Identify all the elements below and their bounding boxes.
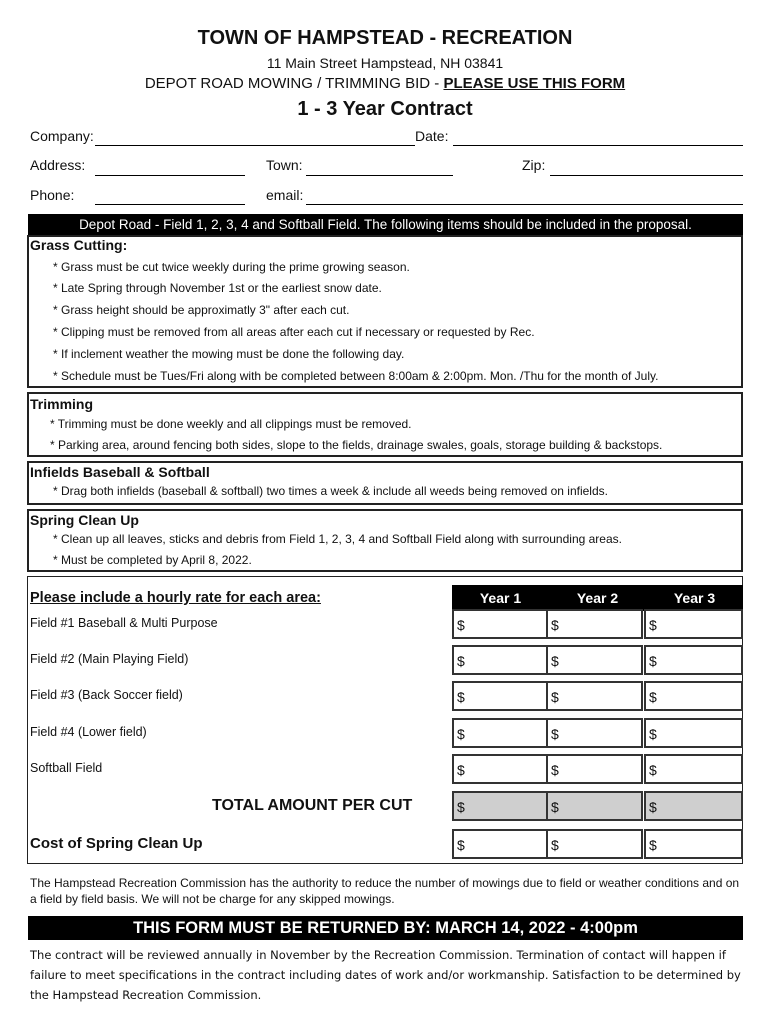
return-deadline-banner: THIS FORM MUST BE RETURNED BY: MARCH 14, 2022 - 4:00pm (28, 916, 743, 940)
grass-item: * If inclement weather the mowing must be done the following day. (53, 347, 405, 361)
grass-item: * Grass height should be approximatly 3" after each cut. (53, 303, 350, 317)
rates-heading: Please include a hourly rate for each area: (30, 590, 321, 606)
contract-footer: The contract will be reviewed annually in November by the Recreation Commission. Termination of contact will happen if failure to meet specifications in the contract including dates of work and/or workmanship. Satisfaction to be determined by the Hampstead Recreation Commission. (30, 948, 741, 1002)
bid-line (0, 75, 770, 92)
rate-cell-year3[interactable]: $ (644, 645, 743, 675)
company-label: Company: (30, 128, 94, 144)
rate-cell-year1[interactable]: $ (452, 754, 549, 784)
rate-cell-year2[interactable]: $ (546, 681, 643, 711)
rate-cell-year1[interactable]: $ (452, 609, 549, 639)
rate-cell-year1[interactable]: $ (452, 681, 549, 711)
total-cell-year2[interactable]: $ (546, 791, 643, 821)
town-label: Town: (266, 157, 303, 173)
trimming-title: Trimming (30, 396, 94, 412)
infields-item: * Drag both infields (baseball & softball) two times a week & include all weeds being removed on infields. (53, 484, 608, 498)
grass-item: * Clipping must be removed from all areas after each cut if necessary or requested by Rec. (53, 325, 535, 339)
form-title: TOWN OF HAMPSTEAD - RECREATION (197, 27, 573, 49)
rate-row-label: Softball Field (30, 761, 103, 775)
rate-cell-year1[interactable]: $ (452, 645, 549, 675)
spring-cost-label: Cost of Spring Clean Up (30, 835, 203, 852)
town-address: 11 Main Street Hampstead, NH 03841 (266, 55, 504, 71)
trimming-item: * Trimming must be done weekly and all clippings must be removed. (50, 417, 412, 431)
spring-cost-year3[interactable]: $ (644, 829, 743, 859)
rate-cell-year2[interactable]: $ (546, 754, 643, 784)
date-label: Date: (415, 128, 449, 144)
grass-item: * Late Spring through November 1st or the earliest snow date. (53, 281, 382, 295)
zip-field[interactable] (550, 175, 743, 176)
bid-line-text: DEPOT ROAD MOWING / TRIMMING BID - (144, 75, 444, 92)
address-field[interactable] (95, 175, 245, 176)
email-field[interactable] (306, 204, 743, 205)
total-cell-year3[interactable]: $ (644, 791, 743, 821)
company-field[interactable] (95, 145, 415, 146)
rate-cell-year3[interactable]: $ (644, 754, 743, 784)
rate-cell-year1[interactable]: $ (452, 718, 549, 748)
zip-label: Zip: (522, 157, 546, 173)
email-label: email: (266, 187, 304, 203)
rate-row-label: Field #1 Baseball & Multi Purpose (30, 616, 218, 630)
rate-cell-year2[interactable]: $ (546, 645, 643, 675)
rate-cell-year2[interactable]: $ (546, 718, 643, 748)
rate-cell-year3[interactable]: $ (644, 681, 743, 711)
date-field[interactable] (453, 145, 743, 146)
address-label: Address: (30, 157, 86, 173)
grass-item: * Schedule must be Tues/Fri along with be completed between 8:00am & 2:00pm. Mon. /Thu for the month of July. (53, 369, 659, 383)
phone-field[interactable] (95, 204, 245, 205)
spring-item: * Must be completed by April 8, 2022. (53, 553, 252, 567)
total-cell-year1[interactable]: $ (452, 791, 549, 821)
rate-row-label: Field #2 (Main Playing Field) (30, 652, 189, 666)
year-3-header: Year 3 (646, 585, 743, 611)
phone-label: Phone: (30, 187, 75, 203)
rate-cell-year3[interactable]: $ (644, 718, 743, 748)
commission-note: The Hampstead Recreation Commission has the authority to reduce the number of mowings due to field or weather conditions and on a field by field basis. We will not be charge for any skipped mowings. (30, 876, 740, 906)
grass-item: * Grass must be cut twice weekly during the prime growing season. (53, 260, 410, 274)
year-2-header: Year 2 (549, 585, 646, 611)
contract-heading: 1 - 3 Year Contract (297, 98, 473, 120)
infields-title: Infields Baseball & Softball (30, 464, 210, 480)
spring-cleanup-title: Spring Clean Up (30, 512, 139, 528)
rate-row-label: Field #3 (Back Soccer field) (30, 688, 183, 702)
rate-cell-year3[interactable]: $ (644, 609, 743, 639)
spring-item: * Clean up all leaves, sticks and debris from Field 1, 2, 3, 4 and Softball Field along with surrounding areas. (53, 532, 622, 546)
grass-cutting-title: Grass Cutting: (30, 237, 128, 253)
spring-cost-year1[interactable]: $ (452, 829, 549, 859)
rate-cell-year2[interactable]: $ (546, 609, 643, 639)
total-label: TOTAL AMOUNT PER CUT (212, 797, 413, 814)
rate-row-label: Field #4 (Lower field) (30, 725, 147, 739)
town-field[interactable] (306, 175, 453, 176)
bid-emphasis: PLEASE USE THIS FORM (443, 75, 626, 92)
requirements-banner: Depot Road - Field 1, 2, 3, 4 and Softball Field. The following items should be included in the proposal. (28, 214, 743, 235)
year-1-header: Year 1 (452, 585, 549, 611)
trimming-item: * Parking area, around fencing both sides, slope to the fields, drainage swales, goals, storage building & backstops. (50, 438, 663, 452)
spring-cost-year2[interactable]: $ (546, 829, 643, 859)
